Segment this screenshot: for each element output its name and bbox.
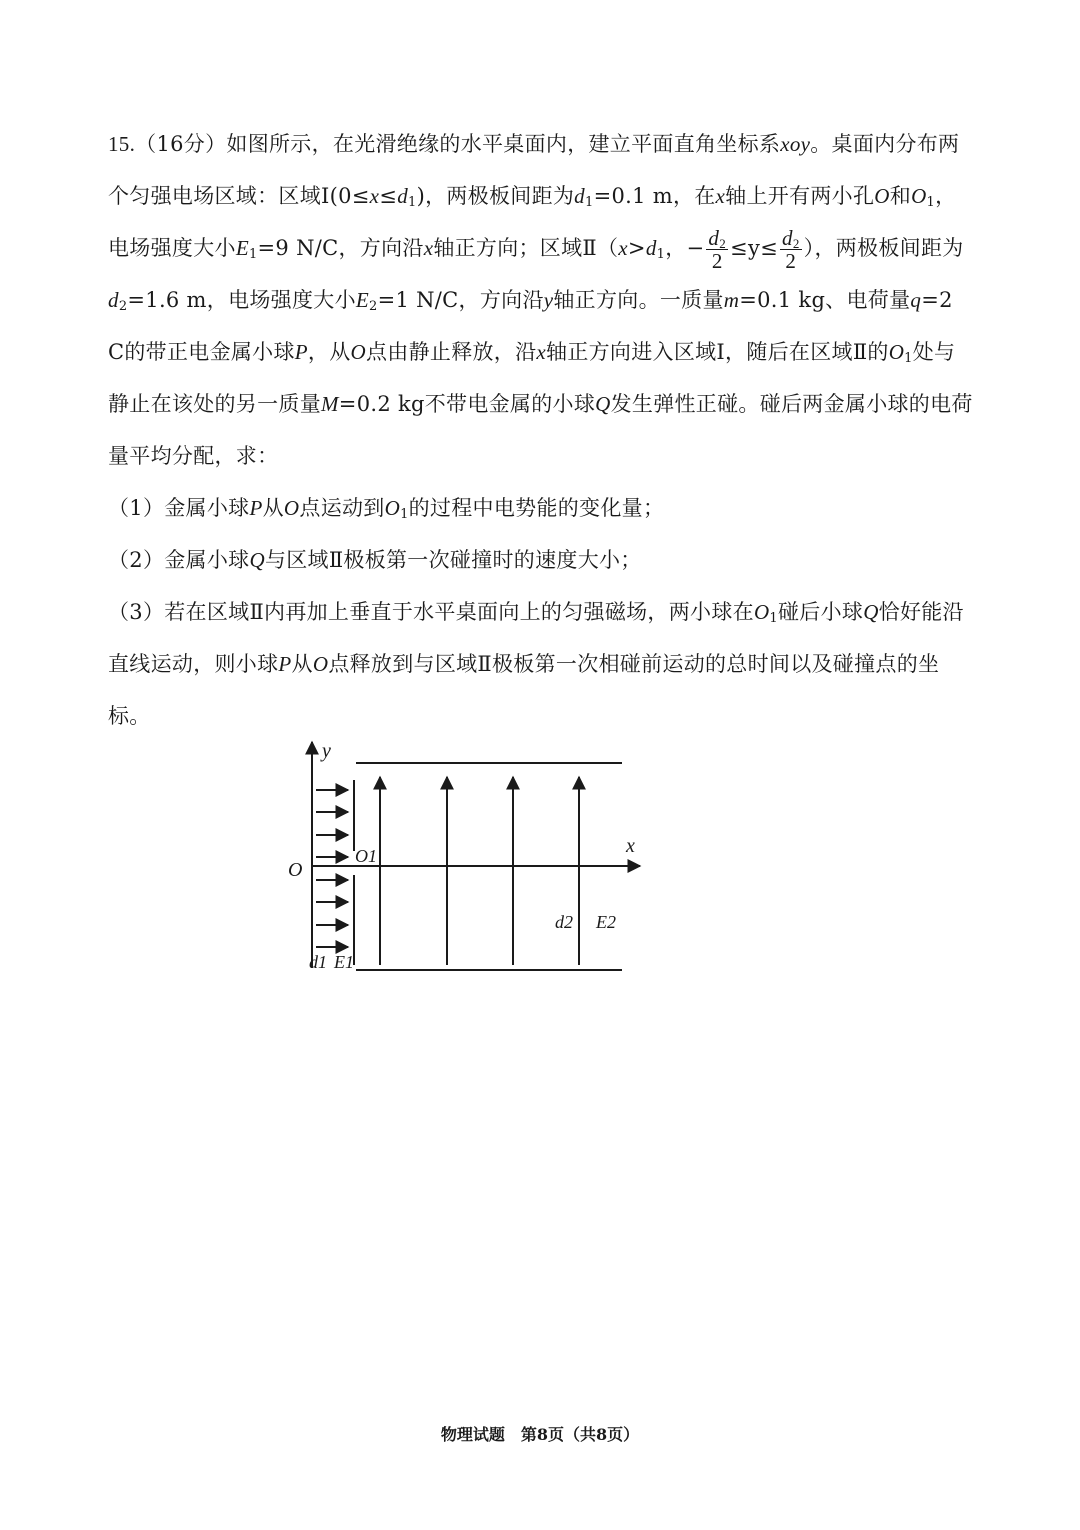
question-3: （3）若在区域Ⅱ内再加上垂直于水平桌面向上的匀强磁场，两小球在$O_1$碰后小球Q恰好能沿直线运动，则小球P从O点释放到与区域Ⅱ极板第一次相碰前运动的总时间以及碰撞点的坐标。 <box>108 600 964 728</box>
o1-label: O1 <box>355 846 377 866</box>
fraction-d2-over-2: $\frac{d_2}{2}$ <box>708 226 727 273</box>
e1-label: E1 <box>334 952 354 972</box>
page-footer: 物理试题 第8页（共8页） <box>440 1425 640 1444</box>
problem-score: （16分） <box>135 132 227 156</box>
y-axis-label: y <box>322 740 331 762</box>
e2-field-arrows <box>380 777 579 965</box>
e2-label: E2 <box>596 912 616 932</box>
e1-field-arrows <box>316 790 348 947</box>
origin-label: O <box>288 859 303 881</box>
field-diagram <box>280 730 660 990</box>
question-2: （2）金属小球Q与区域Ⅱ极板第一次碰撞时的速度大小； <box>108 548 642 572</box>
problem-text <box>108 118 976 742</box>
problem-number: 15. <box>108 132 136 156</box>
question-1: （1）金属小球P从O点运动到$O_1$的过程中电势能的变化量； <box>108 496 665 522</box>
x-axis-label: x <box>626 835 635 857</box>
problem-statement: 15.（16分）如图所示，在光滑绝缘的水平桌面内，建立平面直角坐标系xoy。桌面内分布两个匀强电场区域：区域$Ⅰ(0\le x\le d_1)$，两极板间距为$d_1=0.1$ m，在x轴上开有两小孔O和$O_1$，电场强度大小$E_1=9$ N/C，方向沿x轴正方向；区域$Ⅱ(x>d_1$，− $\frac{d_2}{2}$ ≤y≤ $\frac{d_2}{2}$ ），两极板间距为$d_2=1.6$ m，电场强度大小$E_2=1$ N/C，方向沿y轴正方向。一质量m=0.1 kg、电荷量q=2 C的带正电金属小球P，从O点由静止释放，沿x轴正方向进入区域Ⅰ，随后在区域Ⅱ的$O_1$处与静止在该处的另一质量M=0.2 kg不带电金属的小球Q发生弹性正碰。碰后两金属小球的电荷量平均分配，求： <box>108 132 973 468</box>
d2-label: d2 <box>555 912 573 932</box>
fraction-d2-over-2: $\frac{d_2}{2}$ <box>782 226 800 273</box>
d1-label: d1 <box>309 952 327 972</box>
